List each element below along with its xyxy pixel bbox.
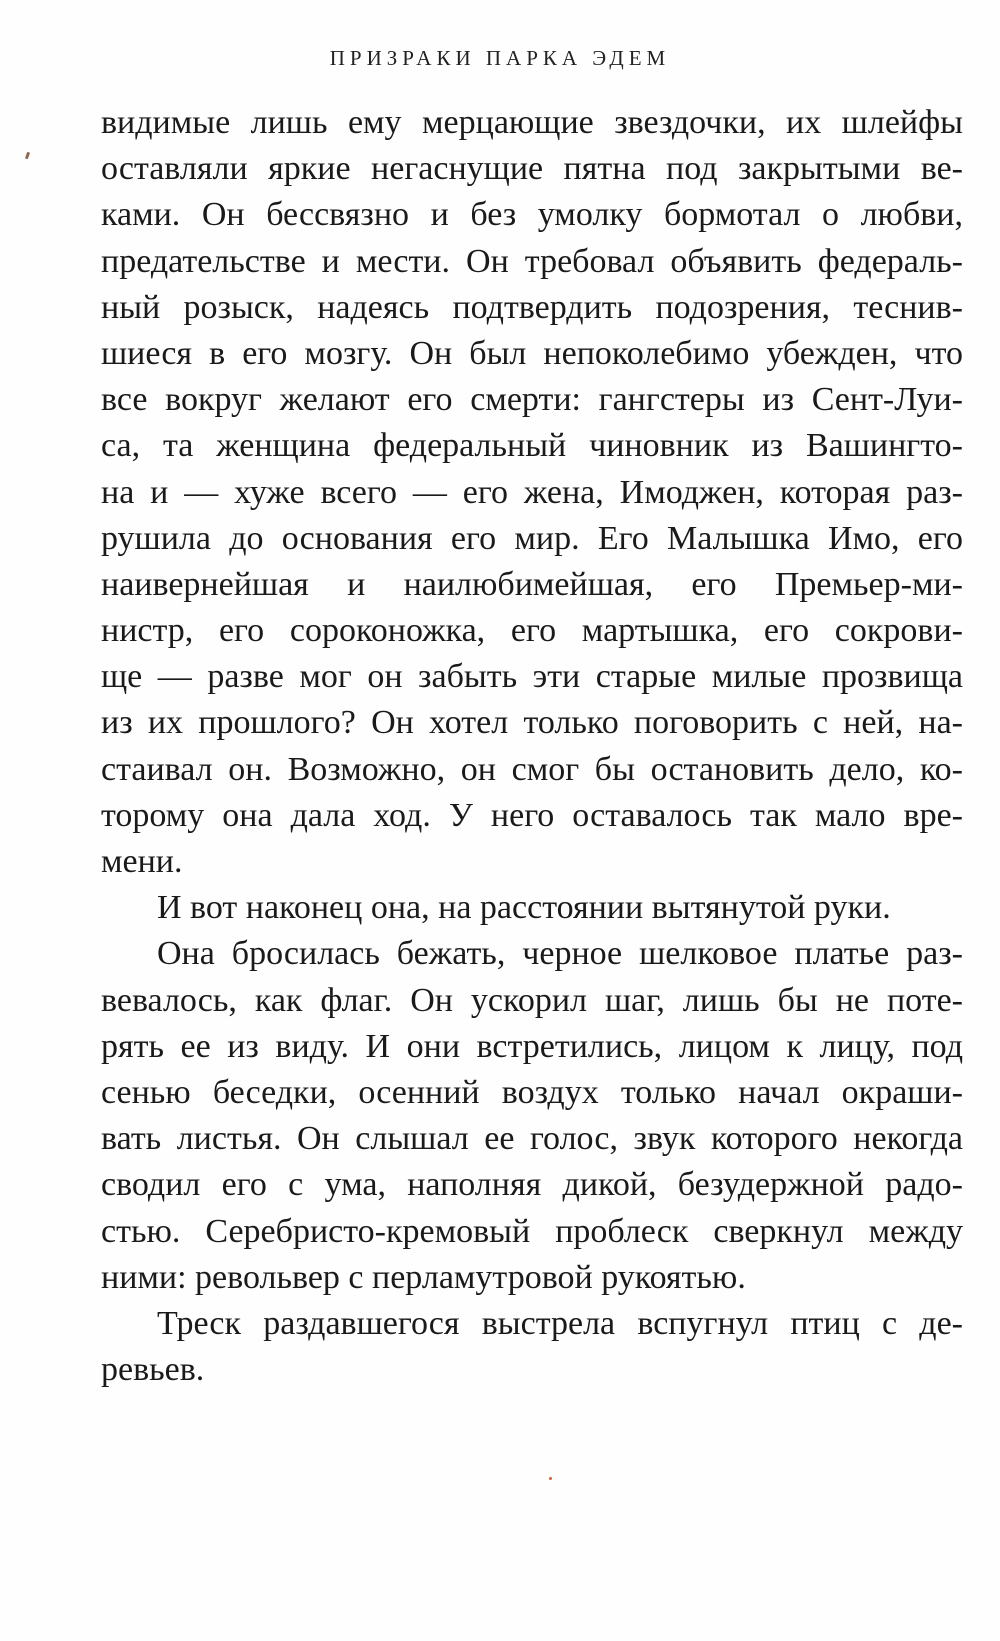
text-line: вать листья. Он слышал ее голос, звук которого некогда	[101, 1120, 963, 1158]
scan-speck-mark	[25, 152, 30, 160]
text-line: все вокруг желают его смерти: гангстеры из Сент-Луи-	[101, 381, 963, 419]
text-line: сводил его с ума, наполняя дикой, безудержной радо-	[101, 1166, 963, 1204]
paragraph-line: Она бросилась бежать, черное шелковое платье раз-	[157, 935, 963, 973]
paragraph-line: Треск раздавшегося выстрела вспугнул птиц с де-	[157, 1304, 963, 1342]
text-line: торому она дала ход. У него оставалось так мало вре-	[101, 796, 963, 834]
text-line: наивернейшая и наилюбимейшая, его Премьер-ми-	[101, 565, 963, 603]
text-line: предательстве и мести. Он требовал объявить федераль-	[101, 242, 963, 280]
text-line: стью. Серебристо-кремовый проблеск сверкнул между	[101, 1212, 963, 1250]
text-line: видимые лишь ему мерцающие звездочки, их шлейфы	[101, 104, 963, 141]
text-line: са, та женщина федеральный чиновник из Вашингто-	[101, 427, 963, 465]
running-head-title: ПРИЗРАКИ ПАРКА ЭДЕМ	[329, 46, 671, 70]
text-line: нистр, его сороконожка, его мартышка, его сокрови-	[101, 612, 963, 650]
text-line: ревьев.	[101, 1351, 205, 1389]
text-line: ними: револьвер с перламутровой рукоятью.	[101, 1258, 746, 1296]
text-line: ками. Он бессвязно и без умолку бормотал о любви,	[101, 196, 963, 234]
text-line: на и — хуже всего — его жена, Имоджен, которая раз-	[101, 473, 963, 511]
text-line: вевалось, как флаг. Он ускорил шаг, лишь бы не поте-	[101, 981, 963, 1019]
text-line: сенью беседки, осенний воздух только начал окраши-	[101, 1073, 963, 1111]
text-line: ще — разве мог он забыть эти старые милые прозвища	[101, 658, 963, 696]
text-line: рушила до основания его мир. Его Малышка Имо, его	[101, 519, 963, 557]
text-line: оставляли яркие негаснущие пятна под закрытыми ве-	[101, 150, 963, 188]
paragraph-line: И вот наконец она, на расстоянии вытянутой руки.	[157, 889, 891, 927]
text-line: рять ее из виду. И они встретились, лицом к лицу, под	[101, 1027, 963, 1065]
text-line: шиеся в его мозгу. Он был непоколебимо убежден, что	[101, 334, 963, 372]
text-line: ный розыск, надеясь подтвердить подозрения, теснив-	[101, 288, 963, 326]
scan-speck-mark	[549, 1477, 552, 1480]
text-line: стаивал он. Возможно, он смог бы остановить дело, ко-	[101, 750, 963, 788]
body-text	[101, 100, 963, 1393]
text-line: из их прошлого? Он хотел только поговорить с ней, на-	[101, 704, 963, 742]
text-line: мени.	[101, 843, 183, 880]
